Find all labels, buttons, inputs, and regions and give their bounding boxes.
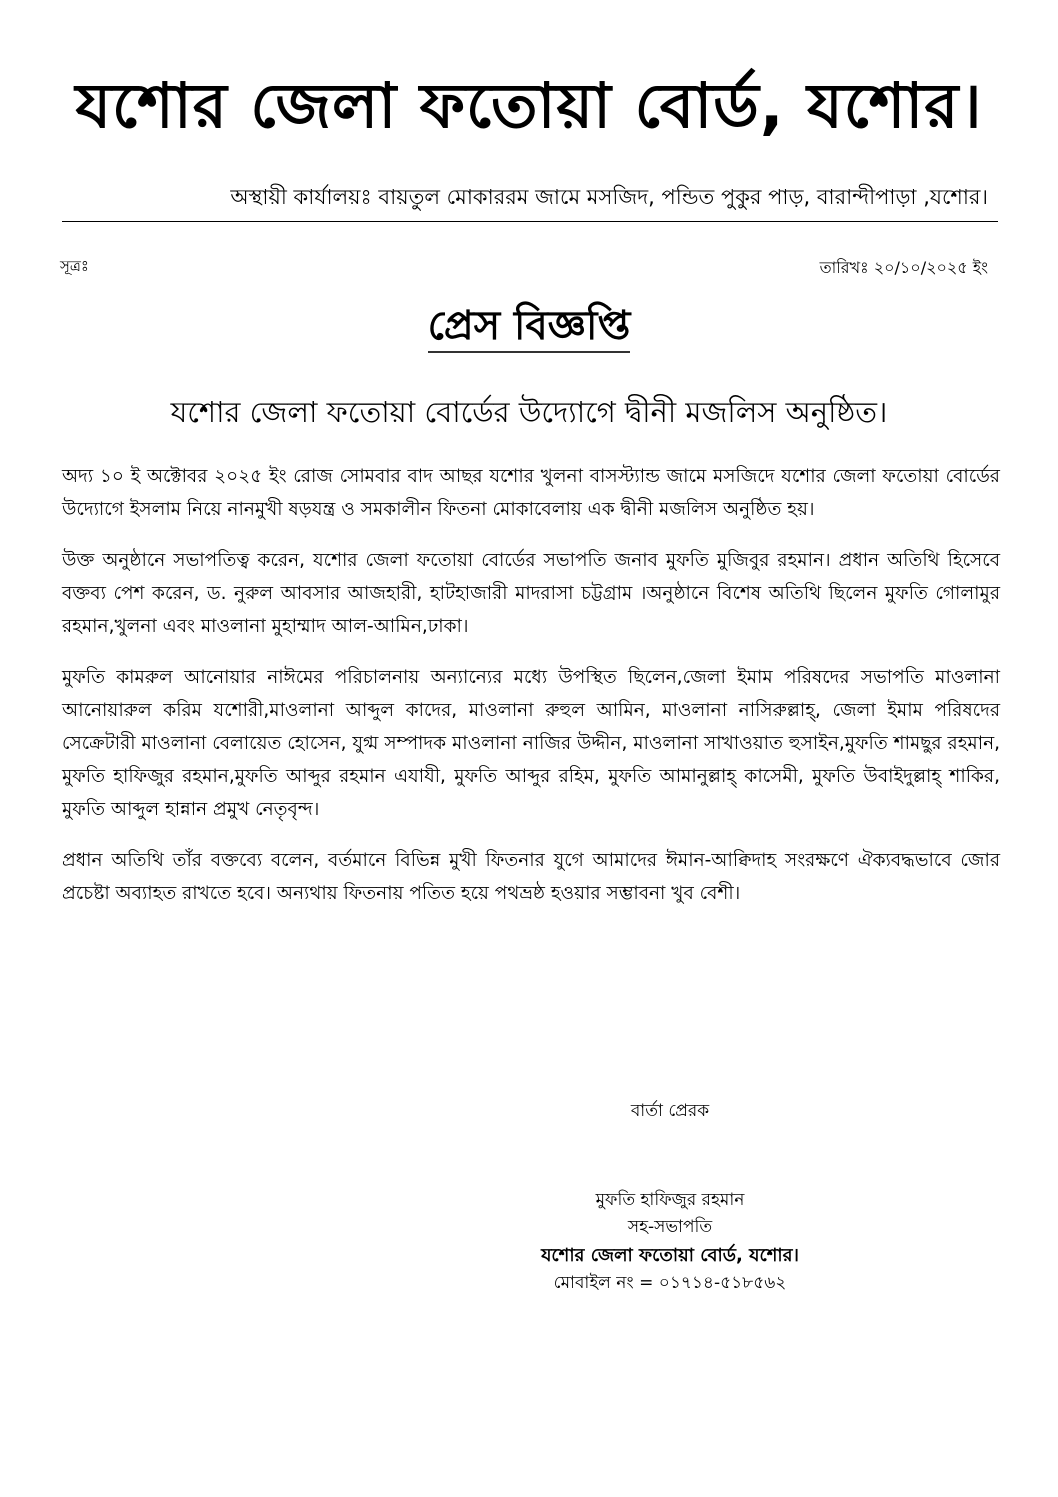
signatory-organization: যশোর জেলা ফতোয়া বোর্ড, যশোর।: [541, 1244, 799, 1266]
press-body: [62, 460, 1000, 928]
office-address: অস্থায়ী কার্যালয়ঃ বায়তুল মোকাররম জামে মসজিদ, পন্ডিত পুকুর পাড়, বারান্দীপাড়া ,যশোর।: [230, 185, 988, 209]
body-paragraph-event: অদ্য ১০ ই অক্টোবর ২০২৫ ইং রোজ সোমবার বাদ আছর যশোর খুলনা বাসস্ট্যান্ড জামে মসজিদে যশোর জেলা ফতোয়া বোর্ডের উদ্যোগে ইসলাম নিয়ে নানমুখী ষড়যন্ত্র ও সমকালীন ফিতনা মোকাবেলায় এক দ্বীনী মজলিস অনুষ্ঠিত হয়।: [62, 466, 1000, 520]
document-title-text: প্রেস বিজ্ঞপ্তি: [428, 303, 631, 353]
body-paragraph-attendees: মুফতি কামরুল আনোয়ার নাঈমের পরিচালনায় অন্যান্যের মধ্যে উপস্থিত ছিলেন,জেলা ইমাম পরিষদের সভাপতি মাওলানা আনোয়ারুল করিম যশোরী,মাওলানা আব্দুল কাদের, মাওলানা রুহুল আমিন, মাওলানা নাসিরুল্লাহ্, জেলা ইমাম পরিষদের সেক্রেটারী মাওলানা বেলায়েত হোসেন, যুগ্ম সম্পাদক মাওলানা নাজির উদ্দীন, মাওলানা সাখাওয়াত হুসাইন,মুফতি শামছুর রহমান, মুফতি হাফিজুর রহমান,মুফতি আব্দুর রহমান এযাযী, মুফতি আব্দুর রহিম, মুফতি আমানুল্লাহ্ কাসেমী, মুফতি উবাইদুল্লাহ্ শাকির, মুফতি আব্দুল হান্নান প্রমুখ নেতৃবৃন্দ।: [62, 667, 1000, 820]
organization-masthead: যশোর জেলা ফতোয়া বোর্ড, যশোর।: [75, 69, 983, 142]
signatory-role: সহ-সভাপতি: [627, 1217, 713, 1238]
document-title: [0, 302, 1058, 350]
letterhead-divider: [62, 221, 998, 222]
press-headline: যশোর জেলা ফতোয়া বোর্ডের উদ্যোগে দ্বীনী মজলিস অনুষ্ঠিত।: [170, 395, 888, 429]
body-paragraph-speech: প্রধান অতিথি তাঁর বক্তব্যে বলেন, বর্তমানে বিভিন্ন মুখী ফিতনার যুগে আমাদের ঈমান-আক্বিদাহ সংরক্ষণে ঐক্যবদ্ধভাবে জোর প্রচেষ্টা অব্যাহত রাখতে হবে। অন্যথায় ফিতনায় পতিত হয়ে পথভ্রষ্ঠ হওয়ার সম্ভাবনা খুব বেশী।: [62, 850, 1000, 904]
reference-label: সূত্রঃ: [60, 257, 89, 275]
signature-block: [470, 1098, 870, 1298]
signatory-name: মুফতি হাফিজুর রহমান: [595, 1190, 745, 1211]
sender-label: বার্তা প্রেরক: [630, 1101, 710, 1121]
body-paragraph-guests: উক্ত অনুষ্ঠানে সভাপতিত্ব করেন, যশোর জেলা ফতোয়া বোর্ডের সভাপতি জনাব মুফতি মুজিবুর রহমান। প্রধান অতিথি হিসেবে বক্তব্য পেশ করেন, ড. নুরুল আবসার আজহারী, হাটহাজারী মাদরাসা চট্টগ্রাম ।অনুষ্ঠানে বিশেষ অতিথি ছিলেন মুফতি গোলামুর রহমান,খুলনা এবং মাওলানা মুহাম্মাদ আল-আমিন,ঢাকা।: [62, 550, 1000, 637]
signatory-mobile: মোবাইল নং = ০১৭১৪-৫১৮৫৬২: [553, 1273, 787, 1294]
document-date: তারিখঃ ২০/১০/২০২৫ ইং: [819, 258, 988, 277]
